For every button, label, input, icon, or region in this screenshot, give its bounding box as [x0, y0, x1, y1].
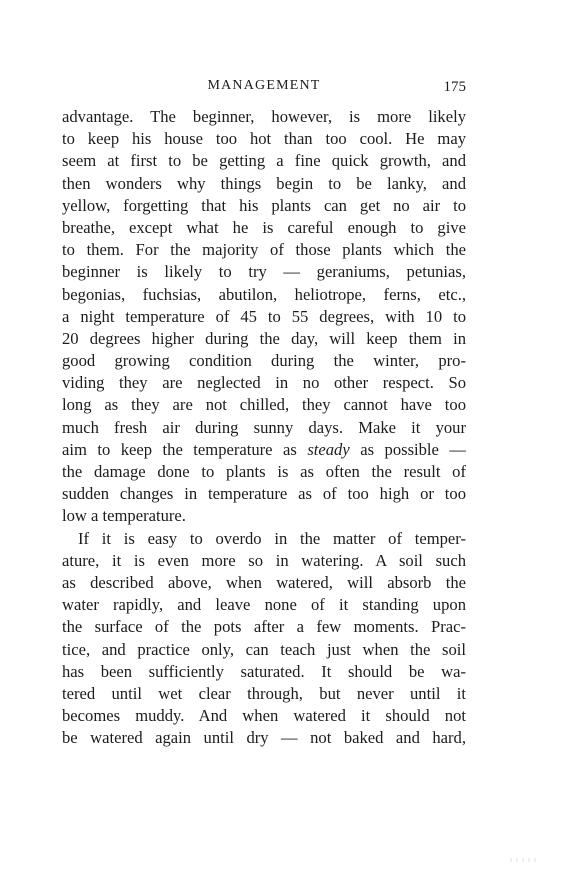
text-line: be watered again until dry — not baked and hard, [62, 728, 466, 748]
text-line: to keep his house too hot than too cool. He may [62, 129, 466, 149]
text-line: breathe, except what he is careful enough to give [62, 217, 466, 237]
text-line: seem at first to be getting a fine quick growth, and [62, 151, 466, 171]
running-head [62, 78, 466, 98]
text-line: viding they are neglected in no other respect. So [62, 373, 466, 393]
text-line: to them. For the majority of those plants which the [62, 240, 466, 260]
text-line: yellow, forgetting that his plants can get no air to [62, 195, 466, 215]
body-text [62, 106, 466, 749]
text-line: long as they are not chilled, they cannot have too [62, 395, 466, 415]
text-line: then wonders why things begin to be lanky, and [62, 173, 466, 193]
page-number: 175 [443, 79, 466, 95]
text-line: low a temperature. [62, 506, 186, 526]
text-line: advantage. The beginner, however, is more likely [62, 107, 466, 126]
text-line: tice, and practice only, can teach just when the soil [62, 639, 466, 659]
text-line: begonias, fuchsias, abutilon, heliotrope, ferns, etc., [62, 284, 466, 304]
paragraph-2 [62, 528, 466, 750]
paragraph-1 [62, 106, 466, 528]
text-line: much fresh air during sunny days. Make it your [62, 417, 466, 437]
text-line: aim to keep the temperature as steady as possible — [62, 439, 466, 459]
text-line: becomes muddy. And when watered it should not [62, 706, 466, 726]
text-line: ature, it is even more so in watering. A soil such [62, 550, 466, 570]
text-line: beginner is likely to try — geraniums, petunias, [62, 262, 466, 282]
running-title: MANAGEMENT [207, 78, 321, 93]
text-line: water rapidly, and leave none of it standing upon [62, 595, 466, 615]
text-line: the surface of the pots after a few moments. Prac- [62, 617, 466, 637]
scan-mark [510, 858, 540, 862]
text-line: If it is easy to overdo in the matter of temper- [78, 528, 466, 548]
text-line: sudden changes in temperature as of too high or too [62, 484, 466, 504]
text-line: a night temperature of 45 to 55 degrees, with 10 to [62, 306, 466, 326]
text-line: has been sufficiently saturated. It should be wa- [62, 661, 466, 681]
text-line: good growing condition during the winter, pro- [62, 351, 466, 371]
text-line: tered until wet clear through, but never until it [62, 683, 466, 703]
text-line: as described above, when watered, will absorb the [62, 572, 466, 592]
emphasized-word: steady [307, 439, 350, 459]
text-line: 20 degrees higher during the day, will keep them in [62, 328, 466, 348]
text-line: the damage done to plants is as often the result of [62, 462, 466, 481]
